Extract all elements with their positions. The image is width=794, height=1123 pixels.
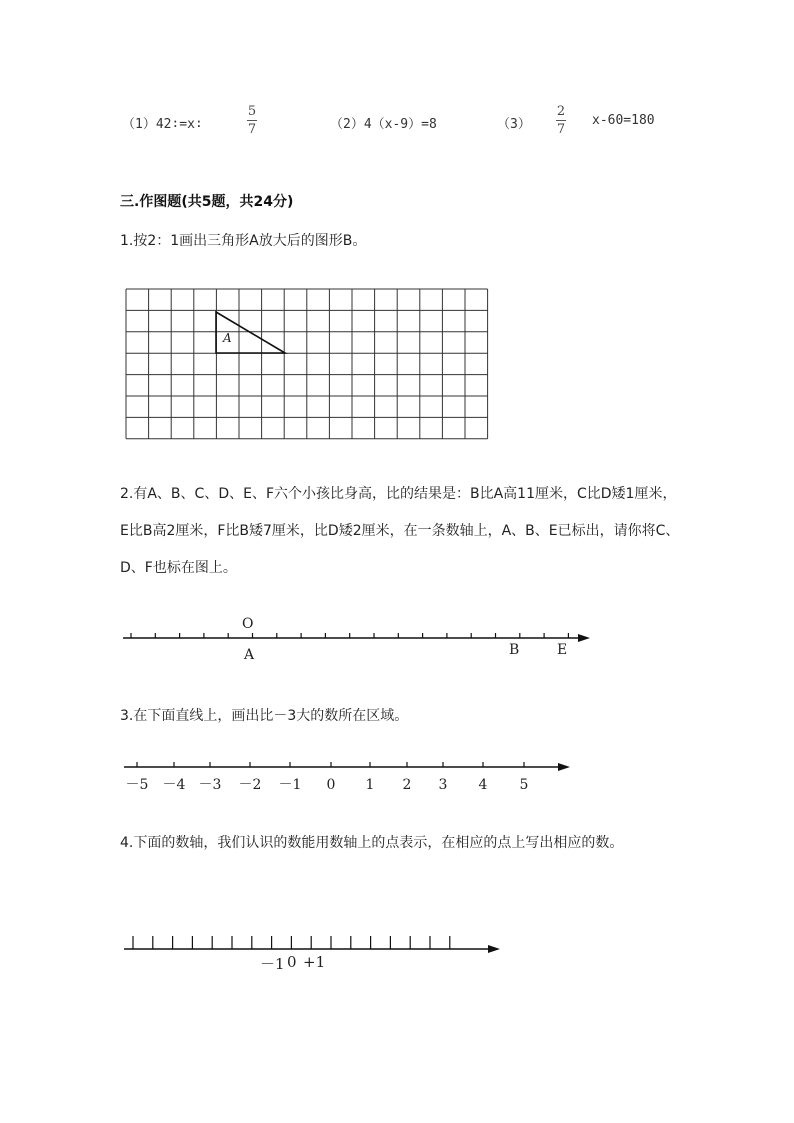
q3-tick-label: 1 xyxy=(365,777,375,793)
q2-label-o: O xyxy=(242,616,254,632)
equation-3-label: （3） xyxy=(497,117,531,132)
question-1-text: 1.按2：1画出三角形A放大后的图形B。 xyxy=(120,233,367,249)
q4-label-plus-one: +1 xyxy=(303,953,326,971)
fraction-numerator: 5 xyxy=(247,104,257,119)
q3-tick-label: －4 xyxy=(162,777,186,793)
fraction-numerator: 2 xyxy=(556,104,566,119)
q2-label-b: B xyxy=(509,642,520,658)
q3-tick-label: －1 xyxy=(278,777,302,793)
fraction-denominator: 7 xyxy=(556,122,566,137)
question-2-text: 2.有A、B、C、D、E、F六个小孩比身高，比的结果是：B比A高11厘米，C比D矮1厘米，E比B高2厘米，F比B矮7厘米，比D矮2厘米，在一条数轴上，A、B、E已标出，请你将C、D、F也标在图上。 xyxy=(120,486,680,576)
question-3-text: 3.在下面直线上，画出比－3大的数所在区域。 xyxy=(120,708,409,724)
q3-tick-label: 2 xyxy=(402,777,412,793)
q4-ticks xyxy=(133,936,450,949)
q4-axis-arrow xyxy=(488,945,500,953)
triangle-a-label: A xyxy=(223,331,232,345)
question-4-text: 4.下面的数轴，我们认识的数能用数轴上的点表示，在相应的点上写出相应的数。 xyxy=(120,835,624,851)
q4-label-zero: 0 xyxy=(287,953,297,971)
q3-tick-label: 0 xyxy=(326,777,336,793)
equation-3-rest: x-60=180 xyxy=(592,113,655,128)
fraction-denominator: 7 xyxy=(247,122,257,137)
q3-tick-label: －3 xyxy=(198,777,222,793)
q2-label-e: E xyxy=(557,642,568,658)
section-heading: 三.作图题(共5题，共24分) xyxy=(120,194,294,210)
q3-tick-label: －2 xyxy=(238,777,262,793)
q3-tick-label: －5 xyxy=(125,777,149,793)
equation-1-label: （1）42∶=x∶ xyxy=(122,117,203,132)
q3-tick-label: 5 xyxy=(519,777,529,793)
q2-label-a: A xyxy=(244,647,255,663)
q3-tick-label: 3 xyxy=(438,777,448,793)
q4-label-minus-one: －1 xyxy=(260,955,285,973)
equation-2: （2）4（x-9）=8 xyxy=(330,117,437,132)
q3-tick-label: 4 xyxy=(478,777,488,793)
